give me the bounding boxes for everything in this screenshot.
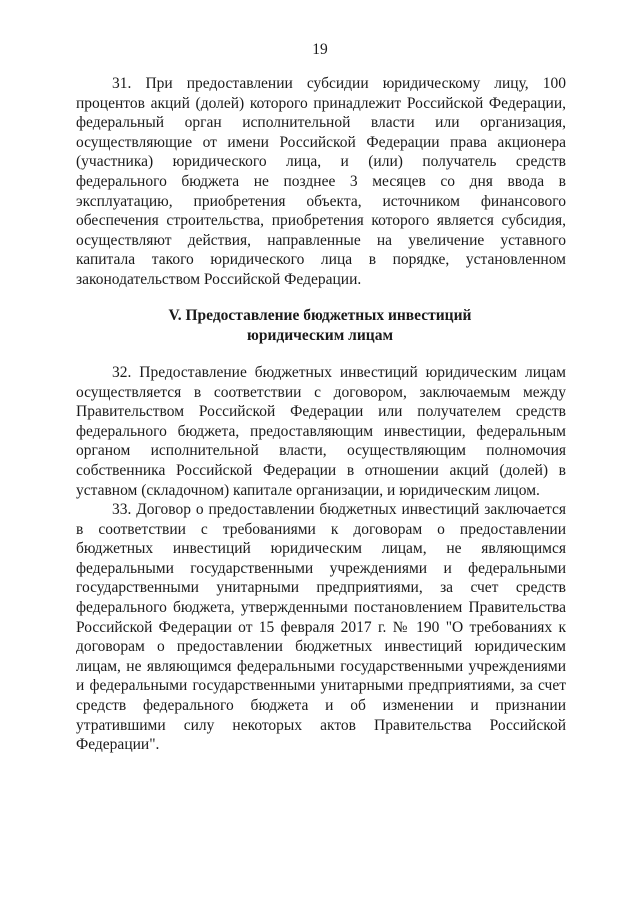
section-heading-line-2: юридическим лицам xyxy=(246,326,394,344)
paragraph-32: 32. Предоставление бюджетных инвестиций юридическим лицам осуществляется в соответствии с договором, заключаемым между Правительством Российской Федерации или получателем средств федерального бюджета, предоставляющим инвестиции, федеральным органом исполнительной власти, осуществляющим полномочия собственника Российской Федерации в отношении акций (долей) в уставном (складочном) капитале организации, и юридическим лицом. xyxy=(76,364,566,499)
section-heading-line-1: V. Предоставление бюджетных инвестиций xyxy=(168,307,472,324)
paragraph-33: 33. Договор о предоставлении бюджетных инвестиций заключается в соответствии с требованиями к договорам о предоставлении бюджетных инвестиций юридическим лицам, не являющимся федеральными государственными учреждениями и федеральными государственными унитарными предприятиями, за счет средств федерального бюджета, утвержденными постановлением Правительства Российской Федерации от 15 февраля 2017 г. № 190 "О требованиях к договорам о предоставлении бюджетных инвестиций юридическим лицам, не являющимся федеральными государственными учреждениями и федеральными государственными унитарными предприятиями, за счет средств федерального бюджета и об изменении и признании утратившими силу некоторых актов Правительства Российской Федерации". xyxy=(76,501,566,754)
section-heading xyxy=(0,306,640,345)
paragraph-31: 31. При предоставлении субсидии юридическому лицу, 100 процентов акций (долей) которого принадлежит Российской Федерации, федеральный орган исполнительной власти или организация, осуществляющие от имени Российской Федерации права акционера (участника) юридического лица, и (или) получатель средств федерального бюджета не позднее 3 месяцев со дня ввода в эксплуатацию, приобретения объекта, источником финансового обеспечения строительства, приобретения которого является субсидия, осуществляют действия, направленные на увеличение уставного капитала такого юридического лица в порядке, установленном законодательством Российской Федерации. xyxy=(76,75,566,288)
page-number: 19 xyxy=(312,41,328,58)
